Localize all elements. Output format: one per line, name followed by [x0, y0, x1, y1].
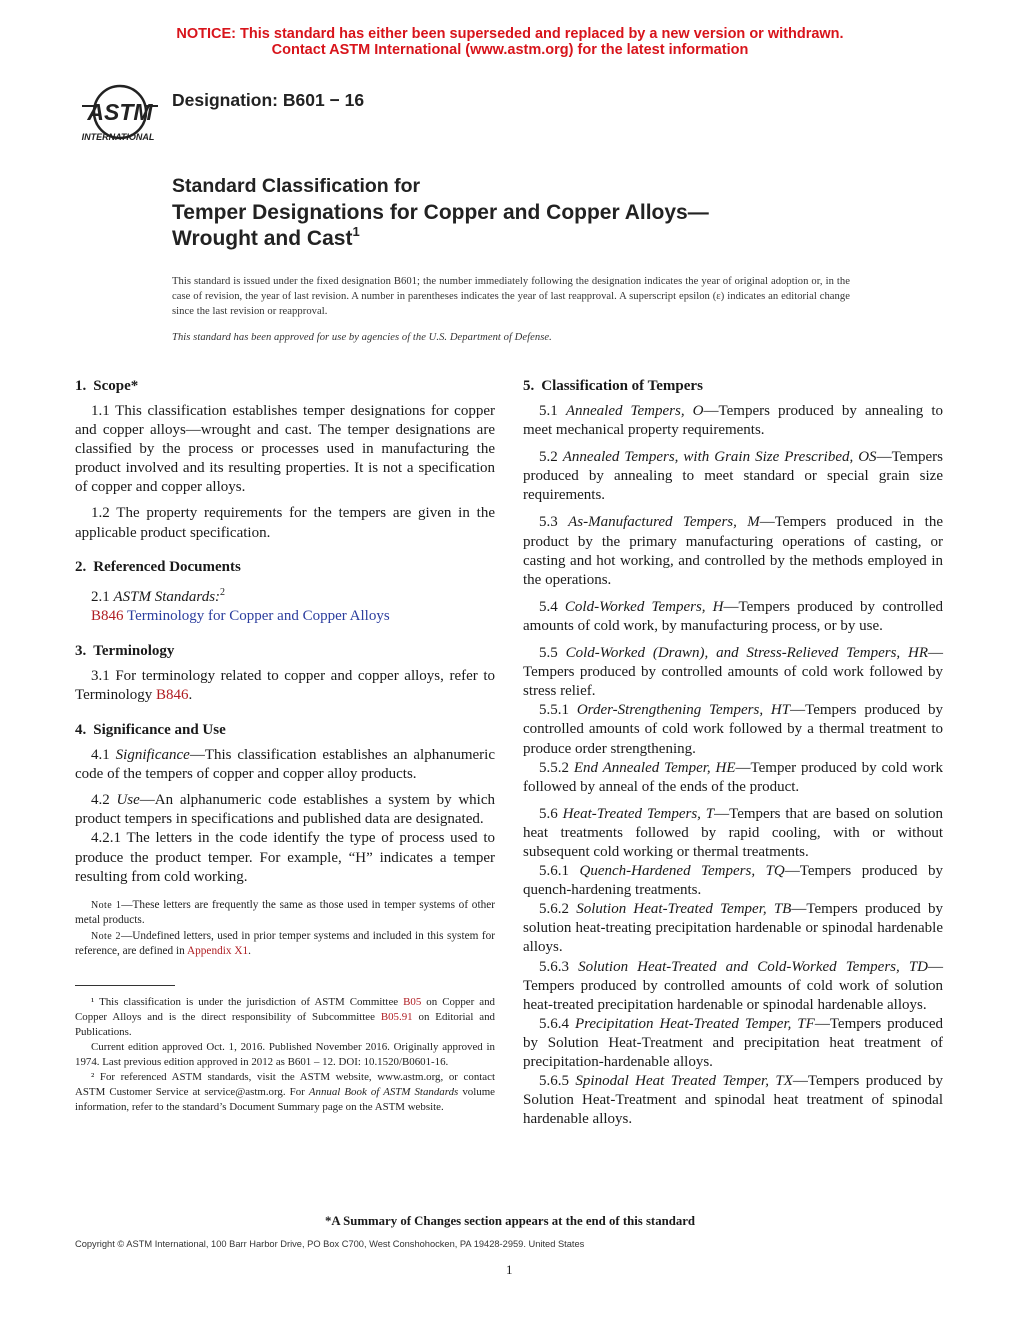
appendix-x1-link[interactable]: Appendix X1: [186, 944, 249, 957]
committee-b05-link[interactable]: B05: [403, 996, 422, 1009]
subcommittee-b0591-link[interactable]: B05.91: [380, 1011, 413, 1024]
classification-item: 5.6.1 Quench-Hardened Tempers, TQ—Tempers produced by quench-hardening treatments.: [523, 863, 944, 899]
classification-item: 5.5 Cold-Worked (Drawn), and Stress-Relieved Tempers, HR—Tempers produced by controlled amounts of cold work followed by stress relief.: [523, 645, 943, 700]
terminology-link-b846[interactable]: B846: [156, 686, 189, 703]
summary-of-changes-note: *A Summary of Changes section appears at the end of this standard: [324, 1214, 696, 1228]
notice-line-1: NOTICE: This standard has either been superseded and replaced by a new version or withdrawn.: [176, 26, 844, 42]
classification-item: 5.6.2 Solution Heat-Treated Temper, TB—Tempers produced by solution heat-treating precipitation hardenable or spinodal hardenable alloys.: [523, 901, 943, 956]
designation: Designation: B601 − 16: [172, 90, 365, 110]
classification-item: 5.2 Annealed Tempers, with Grain Size Prescribed, OS—Tempers produced by annealing to meet standard or special grain size requirements.: [523, 449, 943, 504]
dod-approval-note: This standard has been approved for use by agencies of the U.S. Department of Defense.: [172, 332, 552, 343]
right-column: [523, 377, 943, 1129]
section-heading-significance: 4. Significance and Use: [75, 722, 226, 739]
title-line-3: Wrought and Cast$^1$: [172, 224, 360, 250]
section-heading-classification: 5. Classification of Tempers: [523, 378, 703, 394]
classification-item: 5.6.4 Precipitation Heat-Treated Temper, TF—Tempers produced by Solution Heat-Treatment and precipitation heat treatment of precipitation-hardenable alloys.: [523, 1015, 943, 1070]
footnote-1-edition: Current edition approved Oct. 1, 2016. Published November 2016. Originally approved in 1974. Last previous edition approved in 2012 as B601 – 12. DOI: 10.1520/B0601-16.: [75, 1041, 495, 1069]
title-line-2: Temper Designations for Copper and Copper Alloys—: [172, 201, 709, 224]
page-number: 1: [506, 1262, 513, 1277]
title-line-1: Standard Classification for: [172, 175, 421, 197]
paragraph-4-2: 4.2 Use—An alphanumeric code establishes a system by which product tempers in specifications and published data are designated.: [75, 792, 496, 828]
note-1: Note 1—These letters are frequently the same as those used in temper systems of other metal products.: [75, 898, 496, 927]
classification-item: 5.5.2 End Annealed Temper, HE—Temper produced by cold work followed by anneal of the ends of the product.: [523, 759, 944, 795]
issuance-note: This standard is issued under the fixed designation B601; the number immediately following the designation indicates the year of original adoption or, in the case of revision, the year of last revision. A number in parentheses indicates the year of last reapproval. A superscript epsilon (ε) indicates an editorial change since the last revision or reapproval.: [172, 276, 850, 317]
classification-item: 5.6.3 Solution Heat-Treated and Cold-Worked Tempers, TD—Tempers produced by controlled amounts of cold work of solution heat-treated precipitation hardenable or spinodal hardenable alloys.: [523, 958, 944, 1013]
astm-logo: [74, 72, 166, 144]
section-heading-referenced-documents: 2. Referenced Documents: [75, 558, 241, 575]
paragraph-4-1: 4.1 Significance—This classification establishes an alphanumeric code of the tempers of copper and copper alloy products.: [75, 747, 495, 783]
classification-list: [523, 402, 943, 1129]
notice-line-2: Contact ASTM International (www.astm.org) for the latest information: [271, 42, 749, 58]
classification-item: 5.4 Cold-Worked Tempers, H—Tempers produced by controlled amounts of cold work, by manufacturing process, or by use.: [523, 598, 944, 634]
svg-text:ASTM: ASTM: [87, 99, 153, 125]
classification-item: 5.3 As-Manufactured Tempers, M—Tempers produced in the product by the primary manufacturing operations of casting, or casting and hot working, and controlled by the methods employed in the operations.: [523, 514, 943, 588]
paragraph-1-1: 1.1 This classification establishes temper designations for copper and copper alloys—wrought and cast. The temper designations are classified by the process or processes used in manufacturing the product involved and its resulting properties. It is not a specification of copper and copper alloys.: [75, 403, 495, 496]
paragraph-1-2: 1.2 The property requirements for the tempers are given in the applicable product specification.: [75, 505, 495, 541]
footnote-1: ¹ This classification is under the jurisdiction of ASTM Committee B05 on Copper and Copper Alloys and is the direct responsibility of Subcommittee B05.91 on Editorial and Publications.: [75, 996, 496, 1039]
footnote-rule: [75, 985, 175, 986]
classification-item: 5.5.1 Order-Strengthening Tempers, HT—Tempers produced by controlled amounts of cold work followed by a thermal treatment to produce order strengthening.: [523, 702, 943, 757]
classification-item: 5.6 Heat-Treated Tempers, T—Tempers that are based on solution heat treatments followed by rapid cooling, with or without subsequent cold working or thermal treatments.: [523, 805, 944, 860]
paragraph-3-1: 3.1 For terminology related to copper and copper alloys, refer to Terminology B846.: [75, 667, 495, 703]
copyright: Copyright © ASTM International, 100 Barr Harbor Drive, PO Box C700, West Conshohocken, PA 19428-2959. United States: [75, 1239, 585, 1249]
classification-item: 5.1 Annealed Tempers, O—Tempers produced by annealing to meet mechanical property requirements.: [523, 403, 944, 439]
left-column: [75, 377, 495, 1115]
section-heading-terminology: 3. Terminology: [75, 642, 175, 659]
note-2: Note 2—Undefined letters, used in prior temper systems and included in this system for reference, are defined in Appendix X1.: [75, 929, 495, 957]
paragraph-4-2-1: 4.2.1 The letters in the code identify the type of process used to produce the product temper. For example, “H” indicates a temper resulting from cold working.: [75, 830, 495, 885]
referenced-standard-b846[interactable]: B846 Terminology for Copper and Copper Alloys: [91, 607, 390, 624]
paragraph-2-1: 2.1 ASTM Standards:$^2$: [91, 586, 226, 605]
footnote-2: ² For referenced ASTM standards, visit the ASTM website, www.astm.org, or contact ASTM Customer Service at service@astm.org. For Annual Book of ASTM Standards volume information, refer to the standard’s Document Summary page on the ASTM website.: [75, 1071, 496, 1114]
classification-item: 5.6.5 Spinodal Heat Treated Temper, TX—Tempers produced by Solution Heat-Treatment and spinodal heat treatment of spinodal hardenable alloys.: [523, 1073, 943, 1128]
section-heading-scope: 1. Scope*: [75, 378, 139, 394]
svg-text:INTERNATIONAL: INTERNATIONAL: [81, 132, 155, 142]
